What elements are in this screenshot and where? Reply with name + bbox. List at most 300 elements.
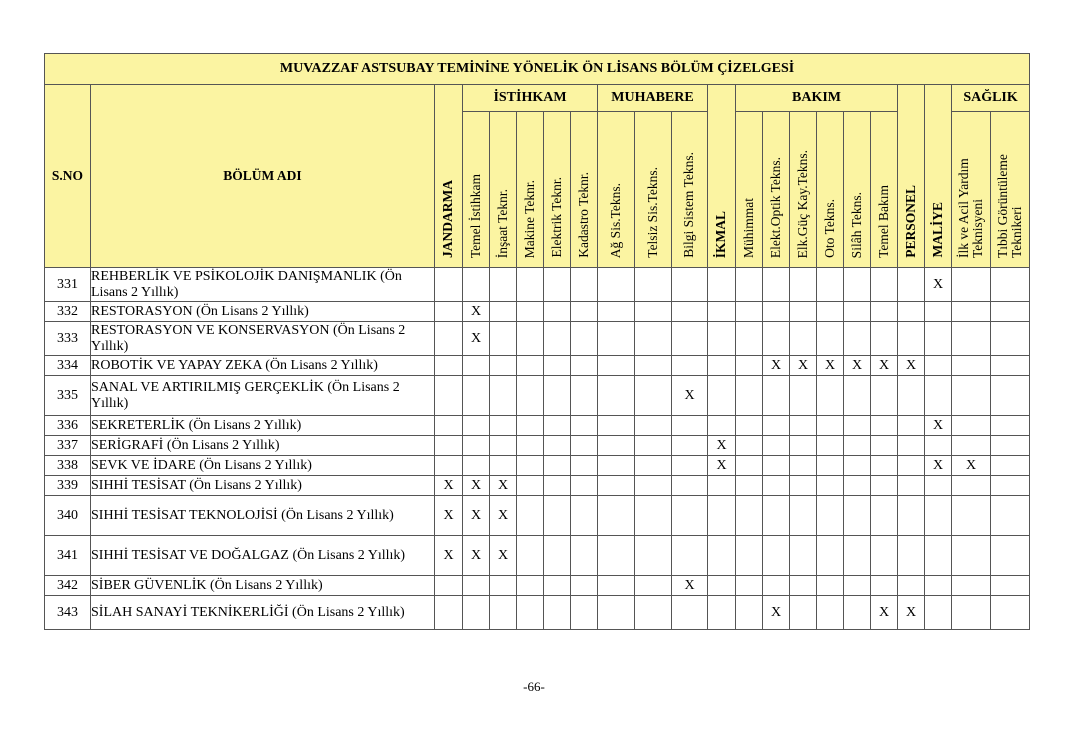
mark-cell	[790, 322, 817, 356]
mark-cell	[463, 456, 490, 476]
column-header: İnşaat Teknr.	[490, 112, 517, 268]
mark-cell	[790, 576, 817, 596]
mark-cell	[571, 356, 598, 376]
header-maliye: MALİYE	[925, 85, 952, 268]
mark-cell	[790, 302, 817, 322]
column-header: Temel İstihkam	[463, 112, 490, 268]
mark-cell	[517, 576, 544, 596]
column-header: Elekt.Optik Tekns.	[763, 112, 790, 268]
mark-cell	[672, 456, 708, 476]
department-name: ROBOTİK VE YAPAY ZEKA (Ön Lisans 2 Yıllık)	[91, 356, 435, 376]
mark-cell	[598, 302, 635, 322]
mark-cell	[925, 302, 952, 322]
mark-cell	[817, 576, 844, 596]
row-number: 332	[45, 302, 91, 322]
mark-cell	[517, 322, 544, 356]
department-name: SANAL VE ARTIRILMIŞ GERÇEKLİK (Ön Lisans 2 Yıllık)	[91, 376, 435, 416]
mark-cell	[991, 456, 1030, 476]
mark-cell	[763, 302, 790, 322]
mark-cell	[463, 268, 490, 302]
column-header: İlk ve Acil Yardım Teknisyeni	[952, 112, 991, 268]
table-title: MUVAZZAF ASTSUBAY TEMİNİNE YÖNELİK ÖN LİSANS BÖLÜM ÇİZELGESİ	[45, 54, 1030, 85]
mark-cell	[708, 322, 736, 356]
mark-cell	[571, 536, 598, 576]
mark-cell	[736, 356, 763, 376]
mark-cell	[598, 268, 635, 302]
mark-cell: X	[463, 322, 490, 356]
mark-cell: X	[790, 356, 817, 376]
row-number: 341	[45, 536, 91, 576]
mark-cell: X	[490, 496, 517, 536]
mark-cell	[435, 576, 463, 596]
mark-cell	[871, 268, 898, 302]
mark-cell: X	[708, 436, 736, 456]
mark-cell	[435, 596, 463, 630]
mark-cell	[635, 596, 672, 630]
mark-cell	[991, 536, 1030, 576]
department-name: SIHHİ TESİSAT TEKNOLOJİSİ (Ön Lisans 2 Yıllık)	[91, 496, 435, 536]
mark-cell	[817, 436, 844, 456]
column-header: Telsiz Sis.Tekns.	[635, 112, 672, 268]
mark-cell	[817, 476, 844, 496]
mark-cell	[635, 376, 672, 416]
mark-cell	[598, 416, 635, 436]
mark-cell	[790, 456, 817, 476]
mark-cell: X	[817, 356, 844, 376]
mark-cell	[708, 268, 736, 302]
mark-cell	[898, 536, 925, 576]
mark-cell	[844, 596, 871, 630]
table-row	[45, 536, 1030, 576]
mark-cell	[708, 476, 736, 496]
mark-cell	[763, 576, 790, 596]
mark-cell	[925, 476, 952, 496]
mark-cell	[736, 576, 763, 596]
mark-cell	[598, 322, 635, 356]
mark-cell: X	[490, 536, 517, 576]
mark-cell	[736, 536, 763, 576]
mark-cell	[763, 268, 790, 302]
column-header: Makine Teknr.	[517, 112, 544, 268]
mark-cell	[952, 302, 991, 322]
mark-cell	[898, 576, 925, 596]
mark-cell	[991, 476, 1030, 496]
mark-cell: X	[463, 302, 490, 322]
mark-cell	[635, 536, 672, 576]
mark-cell	[871, 536, 898, 576]
department-name: SİBER GÜVENLİK (Ön Lisans 2 Yıllık)	[91, 576, 435, 596]
row-number: 340	[45, 496, 91, 536]
mark-cell	[672, 536, 708, 576]
column-header: Ağ Sis.Tekns.	[598, 112, 635, 268]
mark-cell	[490, 436, 517, 456]
mark-cell	[435, 268, 463, 302]
mark-cell	[635, 476, 672, 496]
header-ikmal: İKMAL	[708, 85, 736, 268]
mark-cell: X	[435, 496, 463, 536]
mark-cell	[817, 456, 844, 476]
mark-cell	[952, 476, 991, 496]
mark-cell	[672, 356, 708, 376]
mark-cell	[672, 302, 708, 322]
mark-cell	[598, 576, 635, 596]
mark-cell: X	[925, 416, 952, 436]
mark-cell	[517, 456, 544, 476]
mark-cell: X	[763, 596, 790, 630]
mark-cell	[635, 436, 672, 456]
mark-cell	[490, 416, 517, 436]
mark-cell: X	[763, 356, 790, 376]
department-name: SIHHİ TESİSAT VE DOĞALGAZ (Ön Lisans 2 Yıllık)	[91, 536, 435, 576]
mark-cell	[490, 376, 517, 416]
mark-cell	[925, 356, 952, 376]
header-sno: S.NO	[45, 85, 91, 268]
mark-cell	[898, 268, 925, 302]
mark-cell	[544, 416, 571, 436]
row-number: 335	[45, 376, 91, 416]
mark-cell	[898, 456, 925, 476]
mark-cell	[763, 436, 790, 456]
mark-cell	[952, 356, 991, 376]
mark-cell	[708, 596, 736, 630]
mark-cell	[736, 436, 763, 456]
row-number: 339	[45, 476, 91, 496]
header-muhabere: MUHABERE	[598, 85, 708, 112]
mark-cell	[635, 576, 672, 596]
header-istihkam: İSTİHKAM	[463, 85, 598, 112]
mark-cell	[898, 322, 925, 356]
mark-cell	[790, 436, 817, 456]
mark-cell: X	[463, 536, 490, 576]
mark-cell	[871, 476, 898, 496]
table-row	[45, 576, 1030, 596]
mark-cell	[991, 322, 1030, 356]
mark-cell	[817, 268, 844, 302]
mark-cell	[571, 416, 598, 436]
mark-cell	[635, 416, 672, 436]
mark-cell	[571, 302, 598, 322]
mark-cell	[925, 536, 952, 576]
mark-cell	[736, 416, 763, 436]
mark-cell	[435, 416, 463, 436]
mark-cell	[790, 268, 817, 302]
mark-cell	[817, 496, 844, 536]
mark-cell	[517, 302, 544, 322]
mark-cell	[490, 456, 517, 476]
mark-cell: X	[898, 356, 925, 376]
mark-cell: X	[844, 356, 871, 376]
department-table	[44, 53, 1030, 630]
mark-cell	[925, 376, 952, 416]
mark-cell	[952, 436, 991, 456]
mark-cell	[517, 356, 544, 376]
mark-cell	[844, 322, 871, 356]
mark-cell	[790, 596, 817, 630]
mark-cell	[517, 536, 544, 576]
table-row	[45, 268, 1030, 302]
table-row	[45, 376, 1030, 416]
mark-cell	[490, 302, 517, 322]
mark-cell	[635, 456, 672, 476]
page-number: -66-	[523, 679, 545, 694]
department-name: SIHHİ TESİSAT (Ön Lisans 2 Yıllık)	[91, 476, 435, 496]
mark-cell	[517, 496, 544, 536]
mark-cell	[635, 268, 672, 302]
mark-cell	[571, 436, 598, 456]
column-header: Oto Tekns.	[817, 112, 844, 268]
mark-cell	[898, 436, 925, 456]
mark-cell	[463, 416, 490, 436]
mark-cell	[463, 576, 490, 596]
mark-cell	[736, 376, 763, 416]
mark-cell	[598, 496, 635, 536]
mark-cell: X	[463, 476, 490, 496]
mark-cell: X	[463, 496, 490, 536]
mark-cell	[763, 376, 790, 416]
mark-cell	[991, 416, 1030, 436]
mark-cell	[571, 268, 598, 302]
header-personel: PERSONEL	[898, 85, 925, 268]
mark-cell	[463, 596, 490, 630]
mark-cell	[871, 302, 898, 322]
mark-cell	[925, 576, 952, 596]
mark-cell	[517, 596, 544, 630]
mark-cell	[817, 322, 844, 356]
mark-cell	[598, 356, 635, 376]
header-bakim: BAKIM	[736, 85, 898, 112]
column-header: Elk.Güç Kay.Tekns.	[790, 112, 817, 268]
mark-cell	[817, 302, 844, 322]
mark-cell	[925, 322, 952, 356]
mark-cell: X	[871, 356, 898, 376]
mark-cell	[544, 302, 571, 322]
mark-cell	[598, 456, 635, 476]
mark-cell	[736, 476, 763, 496]
table-row	[45, 302, 1030, 322]
mark-cell	[952, 536, 991, 576]
mark-cell	[517, 476, 544, 496]
mark-cell	[991, 596, 1030, 630]
mark-cell	[598, 596, 635, 630]
mark-cell	[672, 476, 708, 496]
mark-cell: X	[708, 456, 736, 476]
mark-cell	[544, 376, 571, 416]
mark-cell	[736, 302, 763, 322]
mark-cell	[763, 536, 790, 576]
mark-cell	[991, 576, 1030, 596]
mark-cell	[598, 436, 635, 456]
mark-cell	[844, 376, 871, 416]
mark-cell	[571, 596, 598, 630]
mark-cell	[925, 496, 952, 536]
department-name: SEKRETERLİK (Ön Lisans 2 Yıllık)	[91, 416, 435, 436]
mark-cell: X	[925, 456, 952, 476]
mark-cell	[544, 436, 571, 456]
mark-cell	[490, 596, 517, 630]
column-header: Silâh Tekns.	[844, 112, 871, 268]
row-number: 336	[45, 416, 91, 436]
mark-cell	[763, 322, 790, 356]
mark-cell: X	[435, 536, 463, 576]
mark-cell	[517, 436, 544, 456]
mark-cell	[898, 376, 925, 416]
column-header: Temel Bakım	[871, 112, 898, 268]
mark-cell	[790, 536, 817, 576]
mark-cell: X	[898, 596, 925, 630]
mark-cell	[871, 456, 898, 476]
mark-cell: X	[925, 268, 952, 302]
mark-cell: X	[871, 596, 898, 630]
mark-cell	[672, 496, 708, 536]
department-name: SEVK VE İDARE (Ön Lisans 2 Yıllık)	[91, 456, 435, 476]
table-row	[45, 436, 1030, 456]
department-name: RESTORASYON VE KONSERVASYON (Ön Lisans 2 Yıllık)	[91, 322, 435, 356]
mark-cell	[898, 416, 925, 436]
row-number: 331	[45, 268, 91, 302]
mark-cell	[844, 576, 871, 596]
mark-cell	[790, 376, 817, 416]
mark-cell	[991, 356, 1030, 376]
mark-cell: X	[435, 476, 463, 496]
mark-cell	[544, 576, 571, 596]
mark-cell	[544, 596, 571, 630]
mark-cell	[763, 496, 790, 536]
mark-cell	[490, 322, 517, 356]
mark-cell	[571, 476, 598, 496]
row-number: 333	[45, 322, 91, 356]
table-row	[45, 356, 1030, 376]
mark-cell	[463, 376, 490, 416]
mark-cell	[790, 496, 817, 536]
mark-cell	[763, 476, 790, 496]
mark-cell	[763, 456, 790, 476]
mark-cell: X	[490, 476, 517, 496]
mark-cell	[708, 376, 736, 416]
mark-cell	[952, 268, 991, 302]
mark-cell	[736, 496, 763, 536]
mark-cell	[844, 476, 871, 496]
mark-cell	[635, 356, 672, 376]
mark-cell	[736, 268, 763, 302]
mark-cell	[544, 476, 571, 496]
mark-cell	[571, 456, 598, 476]
mark-cell	[672, 416, 708, 436]
mark-cell	[598, 476, 635, 496]
header-bolum-adi: BÖLÜM ADI	[91, 85, 435, 268]
department-name: SERİGRAFİ (Ön Lisans 2 Yıllık)	[91, 436, 435, 456]
table-row	[45, 456, 1030, 476]
mark-cell	[871, 322, 898, 356]
mark-cell	[672, 322, 708, 356]
mark-cell	[871, 416, 898, 436]
mark-cell	[571, 576, 598, 596]
mark-cell	[991, 376, 1030, 416]
table-row	[45, 596, 1030, 630]
mark-cell	[544, 496, 571, 536]
mark-cell	[817, 536, 844, 576]
mark-cell	[544, 536, 571, 576]
mark-cell	[991, 268, 1030, 302]
mark-cell	[952, 416, 991, 436]
mark-cell	[925, 436, 952, 456]
column-header: Tıbbi Görüntüleme Teknikeri	[991, 112, 1030, 268]
department-name: REHBERLİK VE PSİKOLOJİK DANIŞMANLIK (Ön Lisans 2 Yıllık)	[91, 268, 435, 302]
mark-cell: X	[672, 576, 708, 596]
mark-cell	[708, 536, 736, 576]
mark-cell	[991, 302, 1030, 322]
mark-cell	[817, 596, 844, 630]
mark-cell	[763, 416, 790, 436]
mark-cell	[871, 376, 898, 416]
column-header: Mühimmat	[736, 112, 763, 268]
mark-cell	[635, 496, 672, 536]
mark-cell	[598, 536, 635, 576]
mark-cell	[544, 322, 571, 356]
mark-cell	[790, 476, 817, 496]
mark-cell	[544, 356, 571, 376]
table-body	[45, 268, 1030, 630]
mark-cell	[952, 322, 991, 356]
mark-cell	[490, 268, 517, 302]
mark-cell	[952, 496, 991, 536]
mark-cell	[736, 322, 763, 356]
header-saglik: SAĞLIK	[952, 85, 1030, 112]
mark-cell	[871, 576, 898, 596]
row-number: 343	[45, 596, 91, 630]
mark-cell	[544, 268, 571, 302]
mark-cell	[898, 476, 925, 496]
mark-cell	[571, 322, 598, 356]
mark-cell	[898, 302, 925, 322]
mark-cell	[635, 302, 672, 322]
mark-cell	[844, 268, 871, 302]
mark-cell	[790, 416, 817, 436]
mark-cell	[871, 496, 898, 536]
mark-cell	[517, 268, 544, 302]
mark-cell	[844, 536, 871, 576]
table-row	[45, 476, 1030, 496]
mark-cell	[844, 416, 871, 436]
mark-cell	[952, 376, 991, 416]
column-header: Elektrik Teknr.	[544, 112, 571, 268]
mark-cell	[736, 456, 763, 476]
mark-cell	[672, 596, 708, 630]
column-header: Bilgi Sistem Tekns.	[672, 112, 708, 268]
mark-cell	[844, 456, 871, 476]
mark-cell	[991, 496, 1030, 536]
table-row	[45, 416, 1030, 436]
mark-cell	[952, 576, 991, 596]
mark-cell	[490, 576, 517, 596]
mark-cell	[435, 302, 463, 322]
mark-cell	[435, 436, 463, 456]
mark-cell	[991, 436, 1030, 456]
mark-cell	[708, 416, 736, 436]
mark-cell	[871, 436, 898, 456]
mark-cell	[490, 356, 517, 376]
mark-cell	[708, 356, 736, 376]
department-name: RESTORASYON (Ön Lisans 2 Yıllık)	[91, 302, 435, 322]
mark-cell	[463, 436, 490, 456]
table-row	[45, 496, 1030, 536]
row-number: 334	[45, 356, 91, 376]
mark-cell	[817, 376, 844, 416]
mark-cell	[635, 322, 672, 356]
mark-cell	[844, 436, 871, 456]
department-name: SİLAH SANAYİ TEKNİKERLİĞİ (Ön Lisans 2 Yıllık)	[91, 596, 435, 630]
mark-cell	[898, 496, 925, 536]
mark-cell	[672, 268, 708, 302]
